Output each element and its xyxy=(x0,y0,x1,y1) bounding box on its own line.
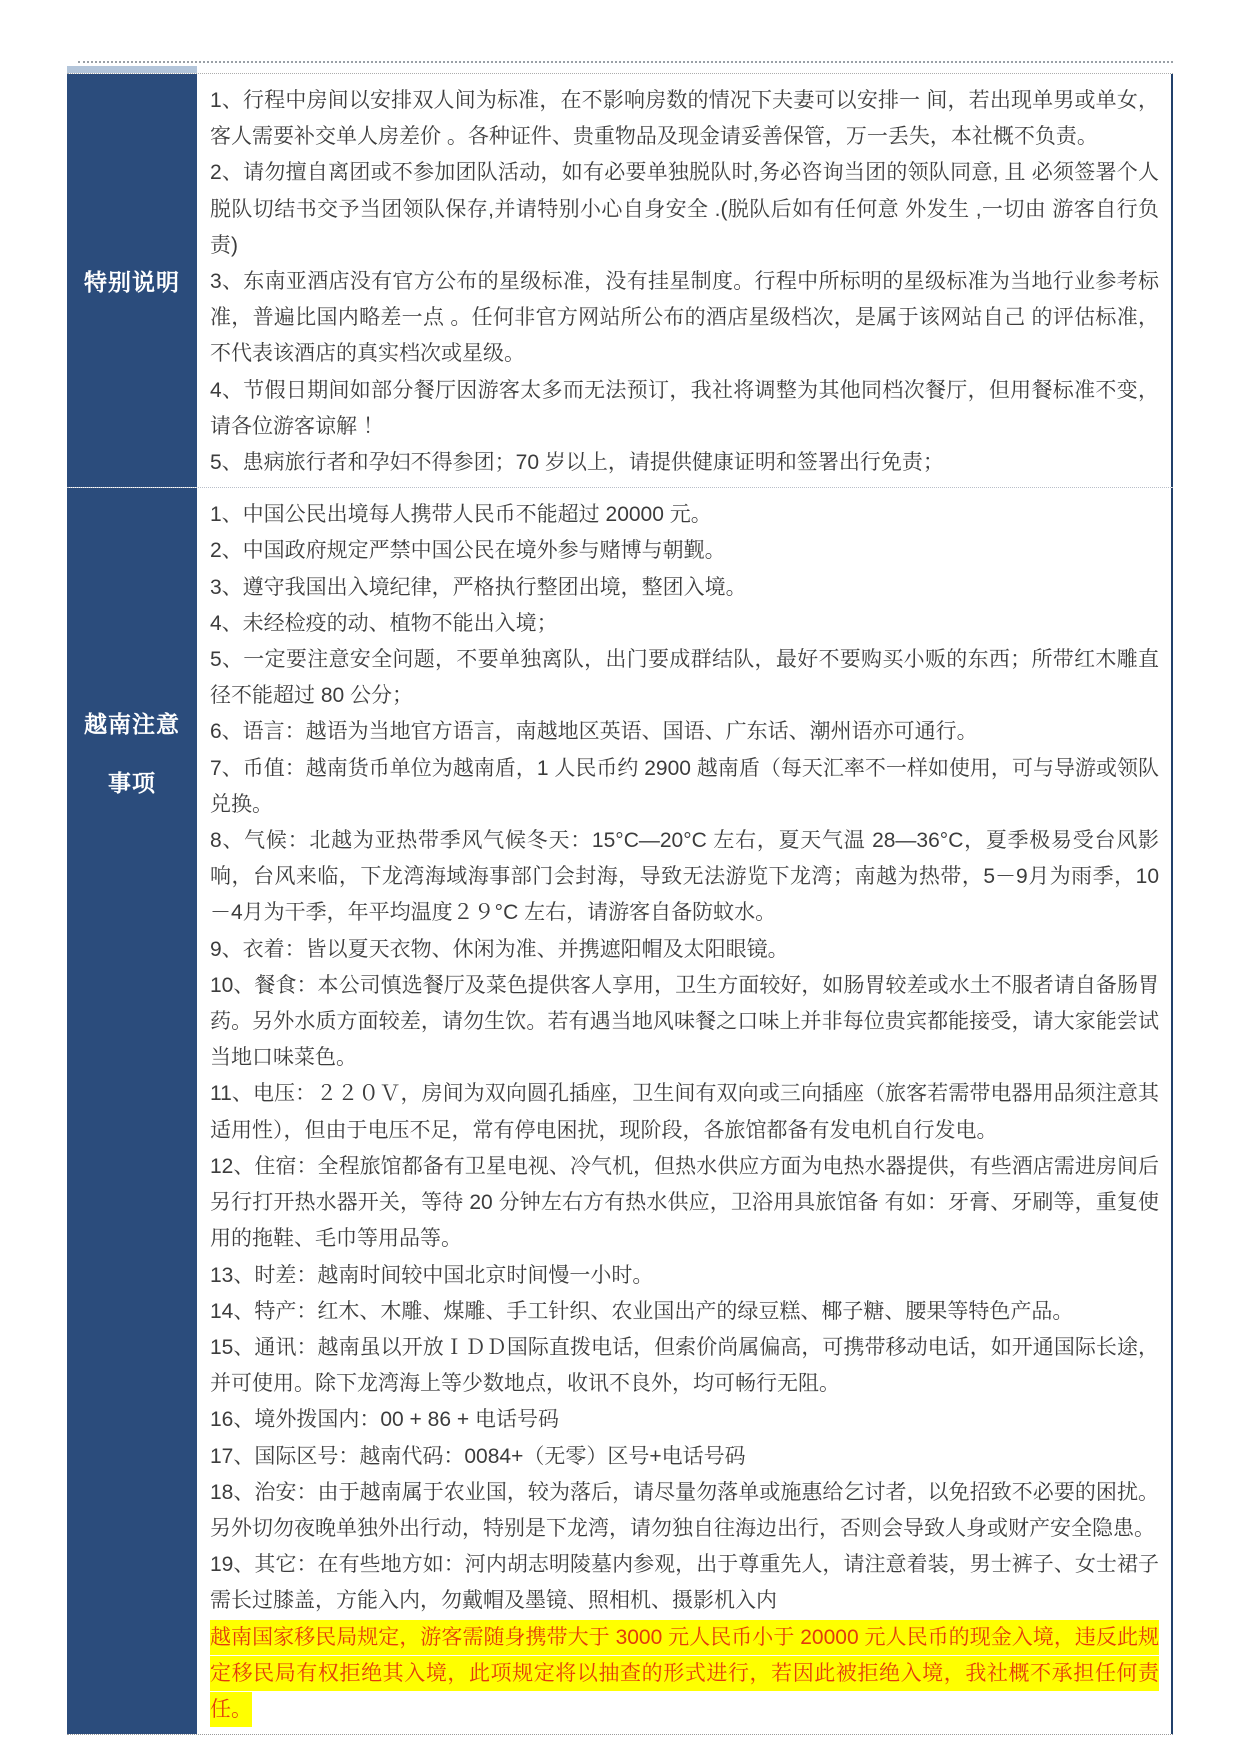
special-notes-row xyxy=(67,74,1173,487)
notice-item: 5、患病旅行者和孕妇不得参团；70 岁以上，请提供健康证明和签署出行免责； xyxy=(210,451,944,475)
notice-item: 2、请勿擅自离团或不参加团队活动，如有必要单独脱队时,务必咨询当团的领队同意, 且 必须签署个人脱队切结书交予当团领队保存,并请特别小心自身安全 .(脱队后如有任何意 外发生 ,一切由 游客自行负责) xyxy=(210,161,1159,257)
notice-item: 12、住宿：全程旅馆都备有卫星电视、冷气机，但热水供应方面为电热水器提供，有些酒店需进房间后另行打开热水器开关，等待 20 分钟左右方有热水供应，卫浴用具旅馆备 有如：牙膏、牙刷等，重复使用的拖鞋、毛巾等用品等。 xyxy=(210,1154,1159,1251)
notice-item: 7、币值：越南货币单位为越南盾，1 人民币约 2900 越南盾（每天汇率不一样如使用，可与导游或领队兑换。 xyxy=(210,756,1159,816)
notice-item: 8、气候：北越为亚热带季风气候冬天：15°C—20°C 左右，夏天气温 28—36°C，夏季极易受台风影响，台风来临，下龙湾海域海事部门会封海，导致无法游览下龙湾；南越为热带，5－9月为雨季，10－4月为干季，年平均温度２９°C 左右，请游客自备防蚊水。 xyxy=(210,829,1159,925)
vietnam-notes-header-label-line2: 事项 xyxy=(108,770,156,797)
notice-item: 19、其它：在有些地方如：河内胡志明陵墓内参观，出于尊重先人，请注意着装，男士裤子、女士裙子需长过膝盖，方能入内，勿戴帽及墨镜、照相机、摄影机入内 xyxy=(210,1553,1159,1613)
immigration-warning-text: 越南国家移民局规定，游客需随身携带大于 3000 元人民币小于 20000 元人民币的现金入境，违反此规定移民局有权拒绝其入境，此项规定将以抽查的形式进行，若因此被拒绝入境，我社概不承担任何责任。 xyxy=(210,1620,1159,1727)
vietnam-notes-header-cell xyxy=(67,488,197,1734)
notice-item: 4、节假日期间如部分餐厅因游客太多而无法预订，我社将调整为其他同档次餐厅，但用餐标准不变，请各位游客谅解 ！ xyxy=(210,378,1159,438)
notice-item: 14、特产：红木、木雕、煤雕、手工针织、农业国出产的绿豆糕、椰子糖、腰果等特色产品。 xyxy=(210,1299,1074,1323)
notice-item: 3、东南亚酒店没有官方公布的星级标准，没有挂星制度。行程中所标明的星级标准为当地行业参考标准，普遍比国内略差一点 。任何非官方网站所公布的酒店星级档次，是属于该网站自己 的评估标准，不代表该酒店的真实档次或星级。 xyxy=(210,270,1159,366)
notice-item: 2、中国政府规定严禁中国公民在境外参与赌博与朝觐。 xyxy=(210,539,726,563)
special-notes-header-label: 特别说明 xyxy=(84,269,180,296)
notice-item: 15、通讯：越南虽以开放ＩＤＤ国际直拨电话，但索价尚属偏高，可携带移动电话，如开通国际长途，并可使用。除下龙湾海上等少数地点，收讯不良外，均可畅行无阻。 xyxy=(210,1335,1159,1396)
notice-item: 11、电压：２２０Ｖ，房间为双向圆孔插座，卫生间有双向或三向插座（旅客若需带电器用品须注意其适用性），但由于电压不足，常有停电困扰，现阶段，各旅馆都备有发电机自行发电。 xyxy=(210,1082,1159,1142)
previous-section-header-remnant xyxy=(67,66,197,73)
travel-notes-table xyxy=(67,73,1173,1735)
notice-item: 5、一定要注意安全问题，不要单独离队，出门要成群结队，最好不要购买小贩的东西；所带红木雕直径不能超过 80 公分； xyxy=(210,648,1159,708)
immigration-warning xyxy=(210,1620,1159,1729)
notice-item: 13、时差：越南时间较中国北京时间慢一小时。 xyxy=(210,1263,654,1287)
notice-item: 9、衣着：皆以夏天衣物、休闲为准、并携遮阳帽及太阳眼镜。 xyxy=(210,937,789,961)
notice-item: 17、国际区号：越南代码：0084+（无零）区号+电话号码 xyxy=(210,1444,746,1468)
notice-item: 4、未经检疫的动、植物不能出入境； xyxy=(210,611,558,635)
vietnam-notes-header-label-line1: 越南注意 xyxy=(84,711,180,738)
notice-item: 18、治安：由于越南属于农业国，较为落后，请尽量勿落单或施惠给乞讨者，以免招致不必要的困扰。另外切勿夜晚单独外出行动，特别是下龙湾，请勿独自往海边出行，否则会导致人身或财产安全隐患。 xyxy=(210,1480,1159,1540)
notice-item: 10、餐食：本公司慎选餐厅及菜色提供客人享用，卫生方面较好，如肠胃较差或水土不服者请自备肠胃药。另外水质方面较差，请勿生饮。若有遇当地风味餐之口味上并非每位贵宾都能接受，请大家能尝试当地口味菜色。 xyxy=(210,973,1159,1070)
notice-item: 1、中国公民出境每人携带人民币不能超过 20000 元。 xyxy=(210,503,712,527)
previous-section-border xyxy=(78,61,1173,63)
notice-item: 16、境外拨国内：00 + 86 + 电话号码 xyxy=(210,1408,559,1432)
vietnam-notes-row xyxy=(67,487,1173,1734)
special-notes-header-cell xyxy=(67,74,197,487)
notice-item: 1、行程中房间以安排双人间为标准，在不影响房数的情况下夫妻可以安排一 间，若出现单男或单女，客人需要补交单人房差价 。各种证件、贵重物品及现金请妥善保管，万一丢失，本社概不负责。 xyxy=(210,89,1159,149)
vietnam-notes-content-cell xyxy=(197,488,1173,1734)
notice-item: 3、遵守我国出入境纪律，严格执行整团出境，整团入境。 xyxy=(210,575,747,599)
special-notes-content-cell xyxy=(197,74,1173,487)
notice-item: 6、语言：越语为当地官方语言，南越地区英语、国语、广东话、潮州语亦可通行。 xyxy=(210,720,978,744)
